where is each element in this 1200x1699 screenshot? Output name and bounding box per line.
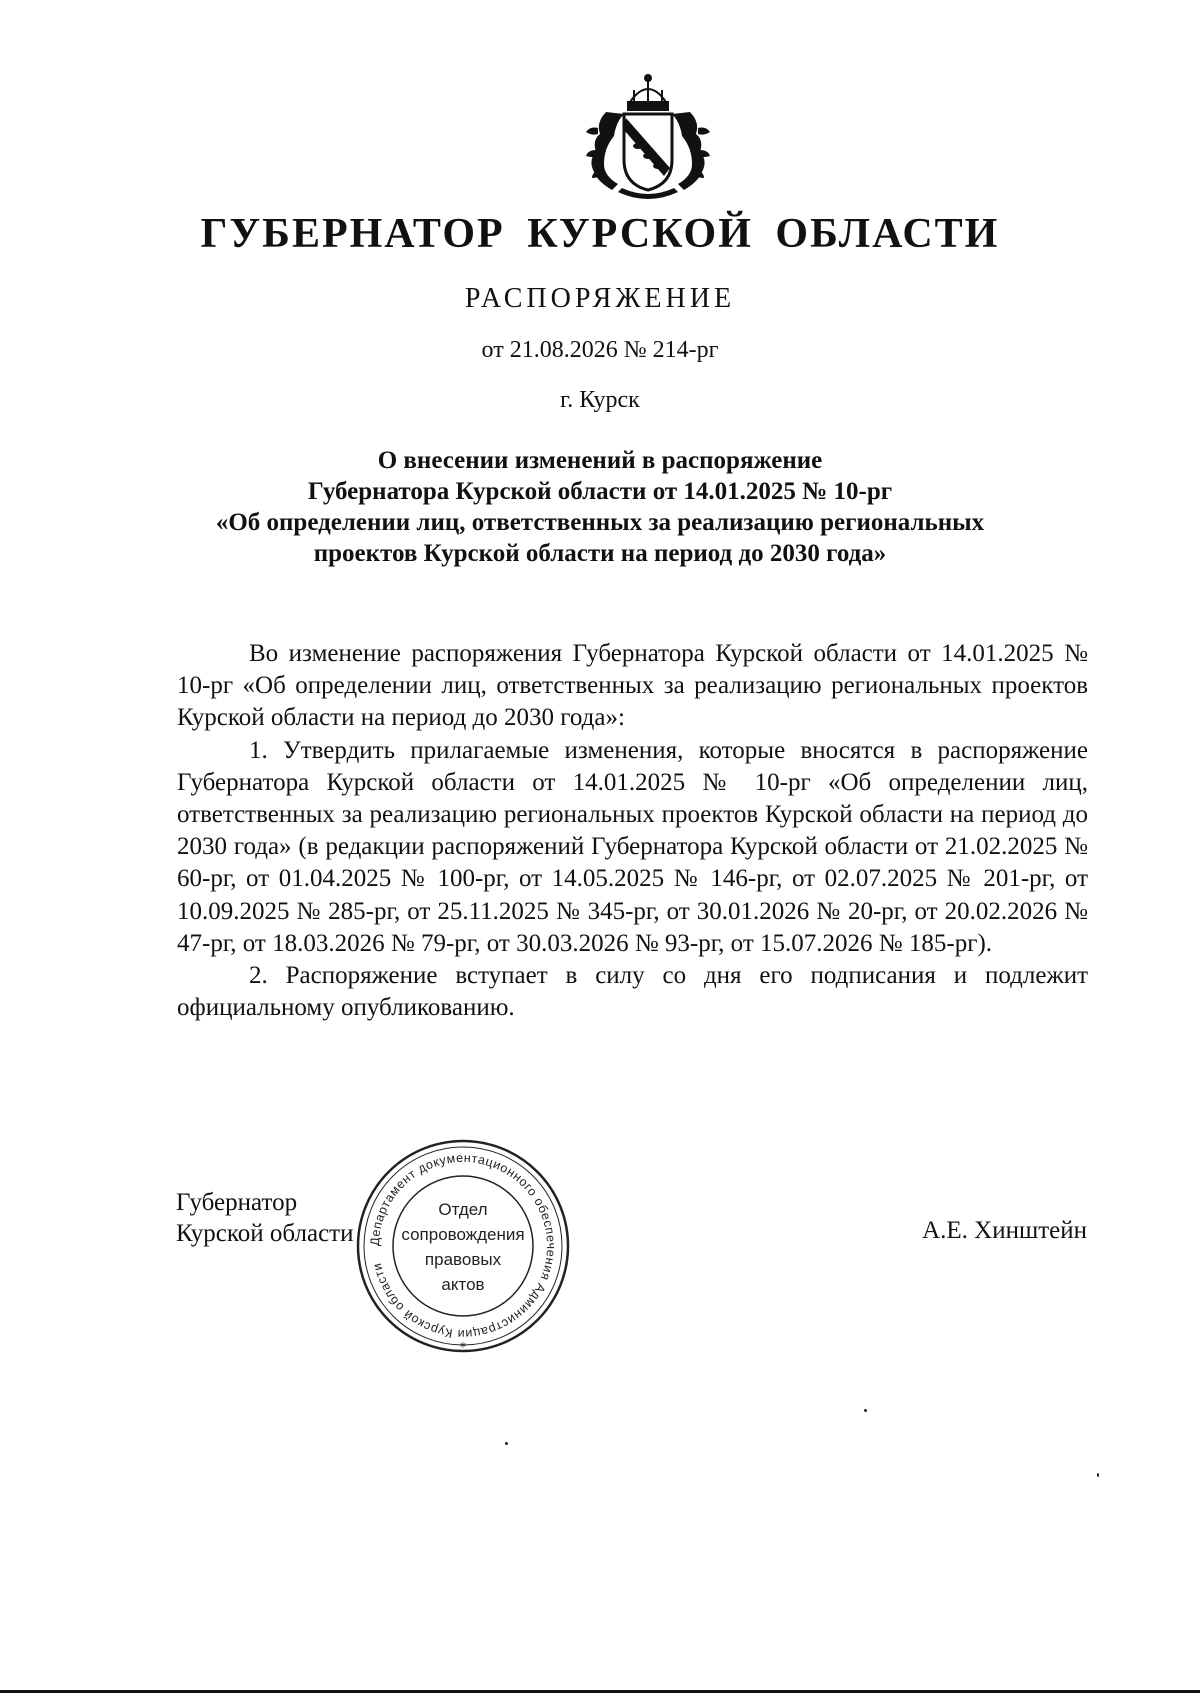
scan-speck: [1097, 1473, 1099, 1477]
subject-line: Губернатора Курской области от 14.01.2025 № 10-рг: [307, 478, 893, 505]
stamp-center-line: Отдел: [438, 1200, 488, 1219]
scan-edge-line: [0, 1690, 1200, 1693]
document-city: г. Курск: [560, 387, 640, 413]
subject-line: «Об определении лиц, ответственных за реализацию региональных: [215, 509, 985, 536]
position-line-2: Курской области: [176, 1220, 354, 1247]
coat-of-arms-emblem: [578, 72, 718, 210]
item-2-paragraph: 2. Распоряжение вступает в силу со дня его подписания и подлежит официальному опубликованию.: [177, 962, 1088, 1022]
item-1-paragraph: 1. Утвердить прилагаемые изменения, которые вносятся в распоряжение Губернатора Курской области от 14.01.2025 № 10-рг «Об определении лиц, ответственных за реализацию региональных проектов Курской области на период до 2030 года» (в редакции распоряжений Губернатора Курской области от 21.02.2025 № 60-рг, от 01.04.2025 № 100-рг, от 14.05.2025 № 146-рг, от 02.07.2025 № 201-рг, от 10.09.2025 № 285-рг, от 25.11.2025 № 345-рг, от 30.01.2026 № 20-рг, от 20.02.2026 № 47-рг, от 18.03.2026 № 79-рг, от 30.03.2026 № 93-рг, от 15.07.2026 № 185-рг).: [177, 736, 1088, 957]
signatory-position: [176, 1187, 353, 1249]
official-stamp: [352, 1135, 574, 1357]
scan-speck: [864, 1409, 867, 1412]
subject-line: О внесении изменений в распоряжение: [377, 447, 823, 474]
document-type: РАСПОРЯЖЕНИЕ: [464, 283, 736, 314]
document-body: [177, 638, 1088, 1024]
document-date-number: от 21.08.2026 № 214-рг: [481, 337, 719, 363]
stamp-center-line: актов: [441, 1275, 485, 1294]
svg-text:*: *: [460, 1340, 466, 1354]
preamble-paragraph: Во изменение распоряжения Губернатора Курской области от 14.01.2025 № 10-рг «Об определении лиц, ответственных за реализацию региональных проектов Курской области на период до 2030 года»:: [177, 640, 1088, 732]
document-subject: [150, 445, 1050, 569]
svg-text:Департамент документационного: [368, 1151, 558, 1341]
scan-speck: [505, 1442, 508, 1445]
stamp-center-line: правовых: [424, 1250, 502, 1269]
position-line-1: Губернатор: [176, 1189, 298, 1216]
signatory-name: А.Е. Хинштейн: [922, 1217, 1087, 1244]
stamp-ring-text: Департамент документационного обеспечения Администрации Курской области: [367, 1150, 559, 1342]
stamp-center-line: сопровождения: [401, 1225, 525, 1244]
subject-line: проектов Курской области на период до 2030 года»: [313, 540, 887, 567]
page-title: ГУБЕРНАТОР КУРСКОЙ ОБЛАСТИ: [200, 211, 1000, 257]
